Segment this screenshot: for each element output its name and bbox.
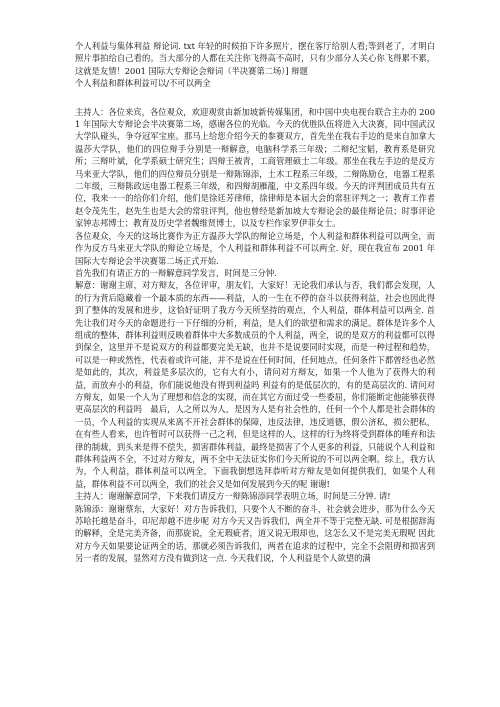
debate-topic: 个人利益和群体利益可以/不可以两全 — [75, 78, 211, 89]
intro-paragraph: 个人利益与集体利益 辩论词. txt 年轻的时候拍下许多照片，摆在客厅给别人看;等到老了，才明白照片事拍给自己看的。当大部分的人都在关注你飞得高不高时，只有少部分人关心你飞得累不累，这就是友情！2001 国际大专辩论会辩词（半决赛第二场）] 辩题 — [75, 41, 435, 76]
host-opening: 各位观众，今天的这场比赛作为正方温莎大学队的辩论立场是，个人利益和群体利益可以两全，而作为反方马来亚大学队的辩论立场是，个人利益和群体利益不可以两全. 好，现在我宣布 2001 年国际大专辩论会半决赛第二场正式开始. — [75, 230, 435, 266]
speech-pro-first: 解意：谢谢主席，对方辩友，各位评审，朋友们，大家好！无论我们承认与否，我们都会发现，人的行为背后隐藏着一个最本质的东西——利益，人的一生在不停的奋斗以获得利益，社会也因此得到了整体的发展和进步，这恰好证明了我方今天所坚持的观点，个人利益，群体利益可以两全. 首先让我们对今天的命题进行一下仔细的分析，利益，是人们的欲望和需求的满足。群体是许多个人组成的整体，群体利益则反映着群体中大多数成员的个人利益，两全，说的是双方的利益都可以得到保全，这里并不是说双方的利益都要完美无缺，也并不是说要同时实现，而是一种过程和趋势，可以是一种或然性，代表着或许可能，并不是说在任何时间，任何地点，任何条件下都曾经也必然是如此的，其次，利益是多层次的，它有大有小，请问对方辩友，如果一个人他为了获得大的利益，而放弃小的利益，你们能说他没有得到利益吗 利益有的是低层次的，有的是高层次的. 请问对方辩友，如果一个人为了理想和信念的实现，而在其它方面过受一些委屈，你们能断定他能够获得更高层次的利益吗 最后，人之所以为人，是因为人是有社会性的，任何一个个人都是社会群体的一员，个人利益的实现从来离不开社会群体的保障，违反法律，违反道德，假公济私，损公肥私，在有些人看来，也许暂时可以获得一己之利，但是这样的人，这样的行为终将受到群体的唾弃和法律的制裁，到头来是得不偿失，损害群体利益，最终是损害了个人更多的利益，只能说个人利益和群体利益两不全，不过对方辩友，两不全中无法证实你们今天所说的不可以两全啊。综上，我方认为，个人利益，群体利益可以两全，下面我倒想选拜恭听对方辩友是如何提供我们，如果个人利益，群体利益不可以两全，我们的社会又是如何发展到今天的呢 谢谢! — [75, 280, 435, 489]
speech-con-first: 陈锦添：谢谢蔡东，大家好！对方告诉我们，只要个人不断的奋斗，社会就会进步，那为什么今天苏哈托越是奋斗，印尼却越不进步呢 对方今天又告诉我们，两全并不等于完整无缺. 可是根据辞海的解释，全是完美齐备，而那旋说，全无瑕疵者，道又说无瑕却也，这怎么又不是完美无瑕呢 因此对方今天如果要论证两全的话，那就必须告诉我们，两者在追求的过程中，完全不会阻碍和损害到另一者的发展，显然对方没有做到这一点. 今天我们说，个人利益是个人欲望的满 — [75, 503, 435, 564]
host-invite-pro1: 首先我们有请正方的一辩解意同学发言，时间是三分钟. — [75, 267, 277, 278]
paragraph-gap — [75, 90, 435, 106]
document-page — [75, 40, 435, 565]
host-invite-con1: 主持人：谢谢解意同学，下来我们请反方一辩陈锦添同学表明立场，时间是三分钟. 请! — [75, 491, 391, 502]
host-speech: 主持人：各位来宾，各位观众，欢迎观赏由新加坡新传媒集团，和中国中央电视台联合主办的 2001 年国际大专辩论会半决赛第二场，感谢各位的光临。今天的优胜队伍将进入大决赛，同中国武汉大学队碰头，争夺冠军宝座。那马上给您介绍今天的参赛双方，首先坐在我右手边的是来自加拿大温莎大学队，他们的四位辩手分别是一辩解意，电脑科学系三年级；二辩纪宝韬，教育系是研究所；三辩叶斌，化学系硕士研究生；四辩王被青，工商管理硕士二年级。那坐在我左手边的是反方马来亚大学队，他们的四位辩员分别是一辩陈锦添，土木工程系三年级，二辩陈励仓，电器工程系二年级，三辩陈政远电器工程系三年级，和四辩胡雁龍，中文系四年级。今天的评判团成员共有五位，我来一一的给你们介绍，他们是徐廷芳律师，徐律师是本届大会的常驻评判之一；教育工作者赵令茂先生，赵先生也是大会的常驻评判，他也曾经是新加坡大专辩论会的最佳辩论员；时事评论家钟志邦博士；教育及历史学者魏维贤博士，以及专栏作家罗伊菲女士。 — [75, 106, 435, 229]
